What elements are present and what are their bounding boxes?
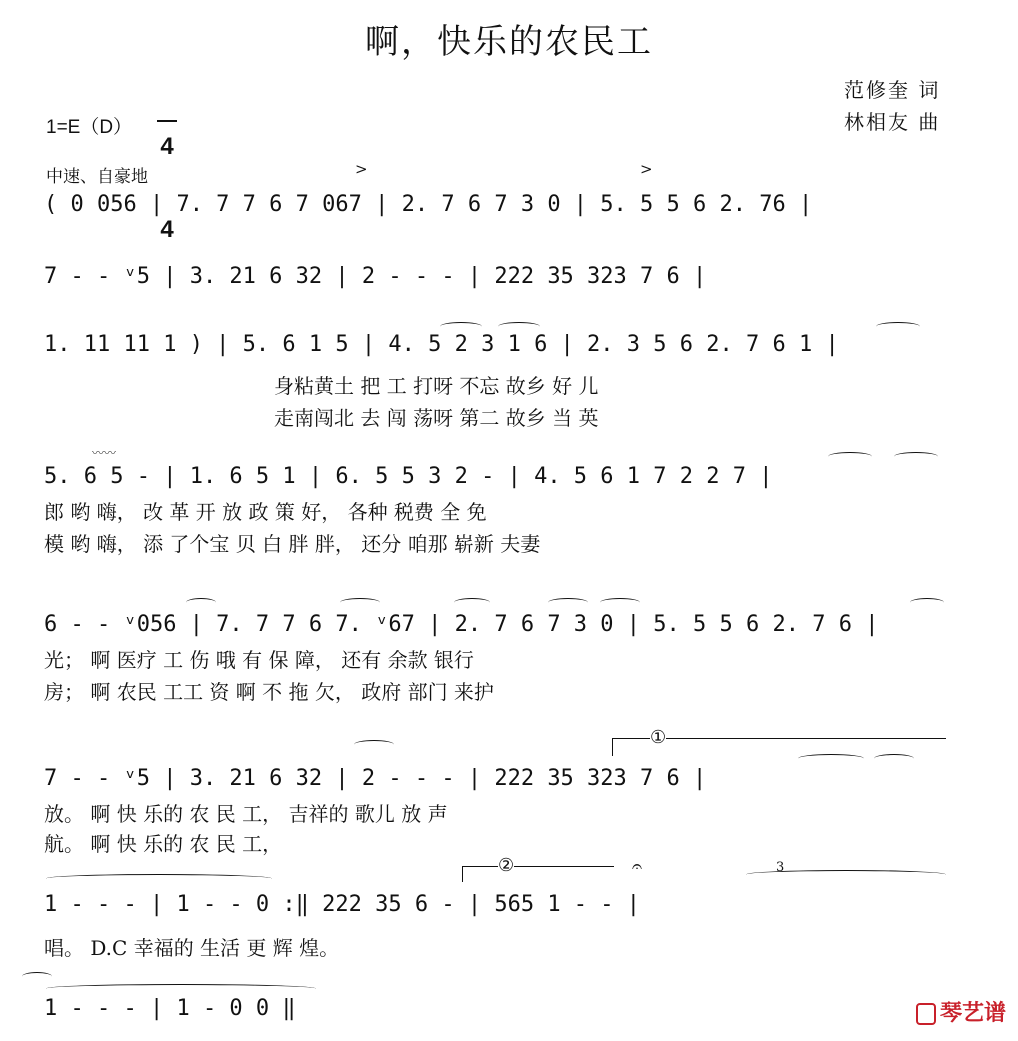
time-signature	[156, 98, 178, 260]
accent-mark: >	[640, 160, 653, 178]
score-row-4: 5. 6 5 - | 1. 6 5 1 | 6. 5 5 3 2 - | 4. 5 6 1 7 2 2 7 |	[44, 464, 773, 489]
score-row-1: ( 0 056 | 7. 7 7 6 7 067 | 2. 7 6 7 3 0 | 5. 5 5 6 2. 76 |	[44, 192, 813, 217]
logo-text: 琴艺谱	[939, 1000, 1006, 1025]
tempo-marking: 中速、自豪地	[46, 167, 148, 187]
slur	[22, 972, 52, 981]
lyricist-credit: 范修奎 词	[844, 78, 941, 102]
trill-mark: 〰〰	[92, 446, 117, 460]
slur	[186, 598, 216, 607]
score-row-7: 1 - - - | 1 - - 0 :‖ 222 35 6 - | 565 1 - - |	[44, 892, 641, 917]
lyric-row-3-verse-2: 走南闯北 去 闯 荡呀 第二 故乡 当 英	[274, 406, 599, 430]
slur	[746, 870, 946, 879]
slur	[46, 984, 316, 993]
score-row-2: 7 - - ᵛ5 | 3. 21 6 32 | 2 - - - | 222 35 323 7 6 |	[44, 264, 707, 289]
second-ending-bracket-tick	[462, 866, 463, 882]
first-ending-number: ①	[650, 727, 667, 748]
slur	[440, 322, 482, 331]
accent-mark: >	[355, 160, 368, 178]
second-ending-bracket	[462, 866, 614, 867]
time-signature-top: 4	[160, 133, 174, 160]
slur	[894, 452, 938, 461]
slur	[454, 598, 490, 607]
lyric-row-6-verse-1: 放。 啊 快 乐的 农 民 工， 吉祥的 歌儿 放 声	[44, 802, 448, 826]
slur	[46, 874, 272, 883]
slur	[798, 754, 864, 763]
slur	[910, 598, 944, 607]
lyric-row-4-verse-2: 模 哟 嗨， 添 了个宝 贝 白 胖 胖， 还分 咱那 崭新 夫妻	[44, 532, 541, 556]
score-row-5: 6 - - ᵛ056 | 7. 7 7 6 7. ᵛ67 | 2. 7 6 7 3 0 | 5. 5 5 6 2. 7 6 |	[44, 612, 879, 637]
slur	[498, 322, 540, 331]
lyric-row-7: 唱。 D.C 幸福的 生活 更 辉 煌。	[44, 936, 340, 960]
lyric-row-3-verse-1: 身粘黄土 把 工 打呀 不忘 故乡 好 儿	[274, 374, 599, 398]
score-row-3: 1. 11 11 1 ) | 5. 6 1 5 | 4. 5 2 3 1 6 | 2. 3 5 6 2. 7 6 1 |	[44, 332, 839, 357]
page-title: 啊，快乐的农民工	[365, 22, 653, 62]
slur	[354, 740, 394, 749]
time-signature-bottom: 4	[160, 216, 174, 243]
lyric-row-5-verse-2: 房； 啊 农民 工工 资 啊 不 拖 欠， 政府 部门 来护	[44, 680, 494, 704]
site-logo	[904, 970, 1006, 1027]
lyric-row-4-verse-1: 郎 哟 嗨， 改 革 开 放 政 策 好， 各种 税费 全 免	[44, 500, 487, 524]
slur	[340, 598, 380, 607]
second-ending-number: ②	[498, 855, 515, 876]
score-row-6: 7 - - ᵛ5 | 3. 21 6 32 | 2 - - - | 222 35 323 7 6 |	[44, 766, 707, 791]
time-signature-bar	[157, 120, 177, 122]
logo-icon	[916, 1003, 936, 1025]
slur	[600, 598, 640, 607]
score-row-8: 1 - - - | 1 - 0 0 ‖	[44, 996, 296, 1021]
slur	[548, 598, 588, 607]
slur	[828, 452, 872, 461]
triplet-number: 3	[776, 860, 785, 875]
lyric-row-6-verse-2: 航。 啊 快 乐的 农 民 工，	[44, 832, 283, 856]
slur	[874, 754, 914, 763]
composer-credit: 林相友 曲	[844, 110, 941, 134]
first-ending-bracket-tick	[612, 738, 613, 756]
fermata-mark: 𝄐	[632, 856, 643, 877]
slur	[876, 322, 920, 331]
key-signature: 1=E（D）	[46, 117, 133, 138]
lyric-row-5-verse-1: 光； 啊 医疗 工 伤 哦 有 保 障， 还有 余款 银行	[44, 648, 474, 672]
